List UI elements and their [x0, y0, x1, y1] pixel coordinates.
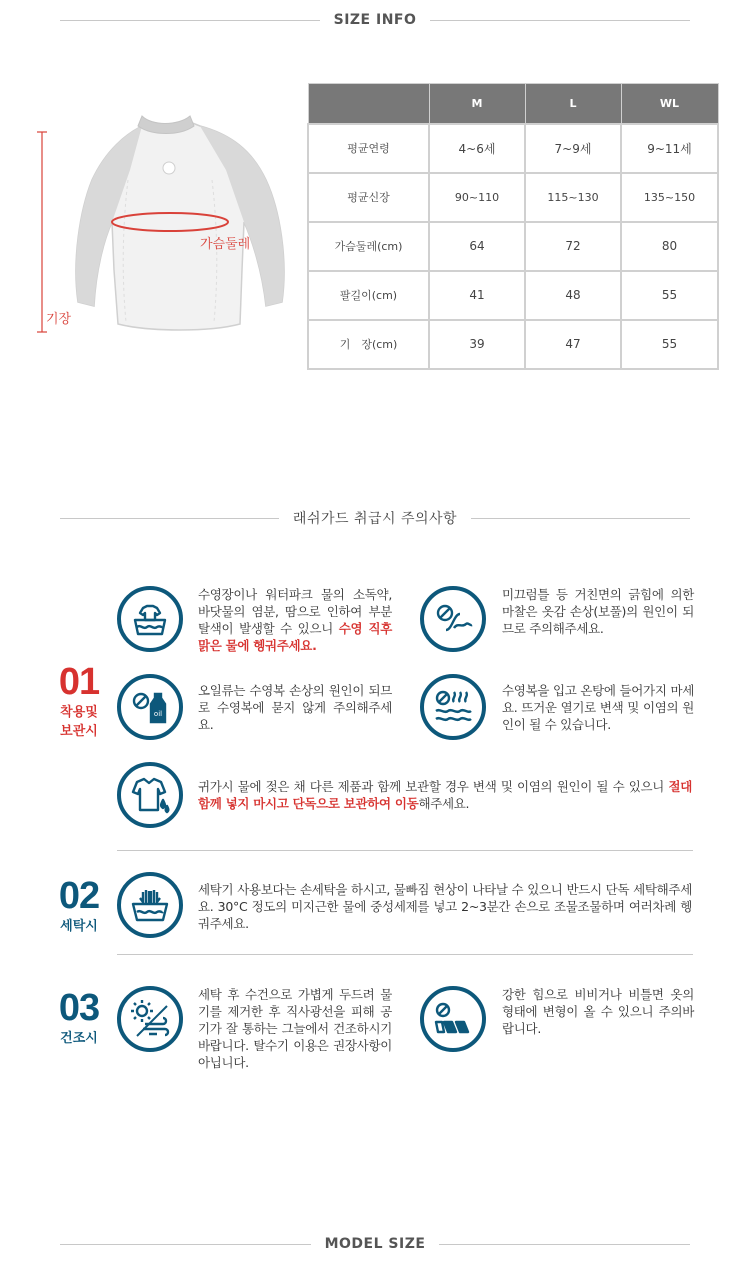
pool-care-text: [198, 586, 392, 654]
model-size-title: MODEL SIZE: [324, 1236, 426, 1252]
table-row: [308, 124, 718, 173]
table-cell: 9~11세: [621, 124, 718, 173]
storage-care-highlight: 절대 함께 넣지 마시고 단독으로 보관하여 이동: [198, 779, 692, 811]
friction-care-text: 미끄럼틀 등 거친면의 긁힘에 의한 마찰은 옷감 손상(보풀)의 원인이 되므로 주의해주세요.: [502, 587, 694, 636]
table-cell: 64: [429, 222, 525, 271]
table-cell: 48: [525, 271, 621, 320]
row-label: 평균연령: [308, 124, 429, 173]
size-table: [307, 83, 719, 370]
row-label: 기 장(cm): [308, 320, 429, 369]
section-divider: [117, 850, 693, 851]
row-label: 평균신장: [308, 173, 429, 222]
section-number: 02: [58, 875, 100, 917]
no-oil-icon: [117, 674, 183, 740]
storage-care-tail: 해주세요.: [418, 796, 470, 811]
table-row: [308, 320, 718, 369]
section-divider: [117, 954, 693, 955]
section-01-label: [54, 662, 104, 740]
size-info-heading: [60, 10, 690, 30]
hand-wash-icon: [117, 872, 183, 938]
section-number: 03: [58, 987, 100, 1029]
section-number: 01: [58, 661, 100, 703]
care-title: 래쉬가드 취급시 주의사항: [292, 511, 458, 527]
section-03-label: [54, 988, 104, 1047]
pool-care-body: 수영장이나 워터파크 물의 소독약, 바닷물의 염분, 땀으로 인하여 부분 탈색이 발생할 수 있으니: [198, 587, 392, 636]
no-friction-icon: [420, 586, 486, 652]
svg-text:oil: oil: [153, 710, 163, 718]
wash-care-text: 세탁기 사용보다는 손세탁을 하시고, 물빠짐 현상이 나타날 수 있으니 반드시 단독 세탁해주세요. 30°C 정도의 미지근한 물에 중성세제를 넣고 2~3분간 손으로 조물조물하며 여러차례 헹궈주세요.: [198, 882, 692, 931]
model-size-heading: [60, 1234, 690, 1254]
dry-care-text: 세탁 후 수건으로 가볍게 두드려 물기를 제거한 후 직사광선을 피해 공기가 잘 통하는 그늘에서 건조하시기 바랍니다. 탈수기 이용은 권장사항이 아닙니다.: [198, 987, 392, 1070]
table-cell: 7~9세: [525, 124, 621, 173]
garment-figure: [30, 110, 300, 350]
size-table-corner: [308, 84, 429, 124]
section-title-line1: 착용및: [60, 705, 98, 720]
sun-wind-dry-icon: [117, 986, 183, 1052]
storage-care-text: [198, 778, 692, 812]
row-label: 팔길이(cm): [308, 271, 429, 320]
oil-care-text: 오일류는 수영복 손상의 원인이 되므로 수영복에 묻지 않게 주의해주세요.: [198, 683, 392, 732]
table-row: [308, 271, 718, 320]
wring-care-text: 강한 힘으로 비비거나 비틀면 옷의 형태에 변형이 올 수 있으니 주의바랍니다.: [502, 987, 694, 1036]
row-label: 가슴둘레(cm): [308, 222, 429, 271]
table-cell: 39: [429, 320, 525, 369]
no-wring-icon: [420, 986, 486, 1052]
hot-bath-care-text: 수영복을 입고 온탕에 들어가지 마세요. 뜨거운 열기로 변색 및 이염의 원인이 될 수 있습니다.: [502, 683, 694, 732]
table-cell: 135~150: [621, 173, 718, 222]
table-cell: 47: [525, 320, 621, 369]
no-hot-water-icon: [420, 674, 486, 740]
section-title-line2: 보관시: [60, 724, 98, 739]
wet-shirt-icon: [117, 762, 183, 828]
table-cell: 55: [621, 320, 718, 369]
pool-care-highlight: 수영 직후 맑은 물에 헹궈주세요.: [198, 621, 392, 653]
storage-care-body: 귀가시 물에 젖은 채 다른 제품과 함께 보관할 경우 변색 및 이염의 원인이 될 수 있으니: [198, 779, 669, 794]
table-cell: 80: [621, 222, 718, 271]
section-02-label: [54, 876, 104, 935]
chest-label: 가슴둘레: [200, 237, 251, 252]
table-cell: 115~130: [525, 173, 621, 222]
table-cell: 4~6세: [429, 124, 525, 173]
size-col-wl: WL: [621, 84, 718, 124]
table-cell: 72: [525, 222, 621, 271]
basin-shirt-icon: [117, 586, 183, 652]
length-label: 기장: [46, 312, 72, 327]
table-cell: 55: [621, 271, 718, 320]
size-table-header-row: [308, 84, 718, 124]
table-row: [308, 173, 718, 222]
table-row: [308, 222, 718, 271]
size-col-l: L: [525, 84, 621, 124]
care-heading: [60, 508, 690, 528]
table-cell: 90~110: [429, 173, 525, 222]
section-title: 세탁시: [60, 919, 98, 934]
table-cell: 41: [429, 271, 525, 320]
size-info-title: SIZE INFO: [333, 12, 417, 28]
section-title: 건조시: [60, 1031, 98, 1046]
size-col-m: M: [429, 84, 525, 124]
